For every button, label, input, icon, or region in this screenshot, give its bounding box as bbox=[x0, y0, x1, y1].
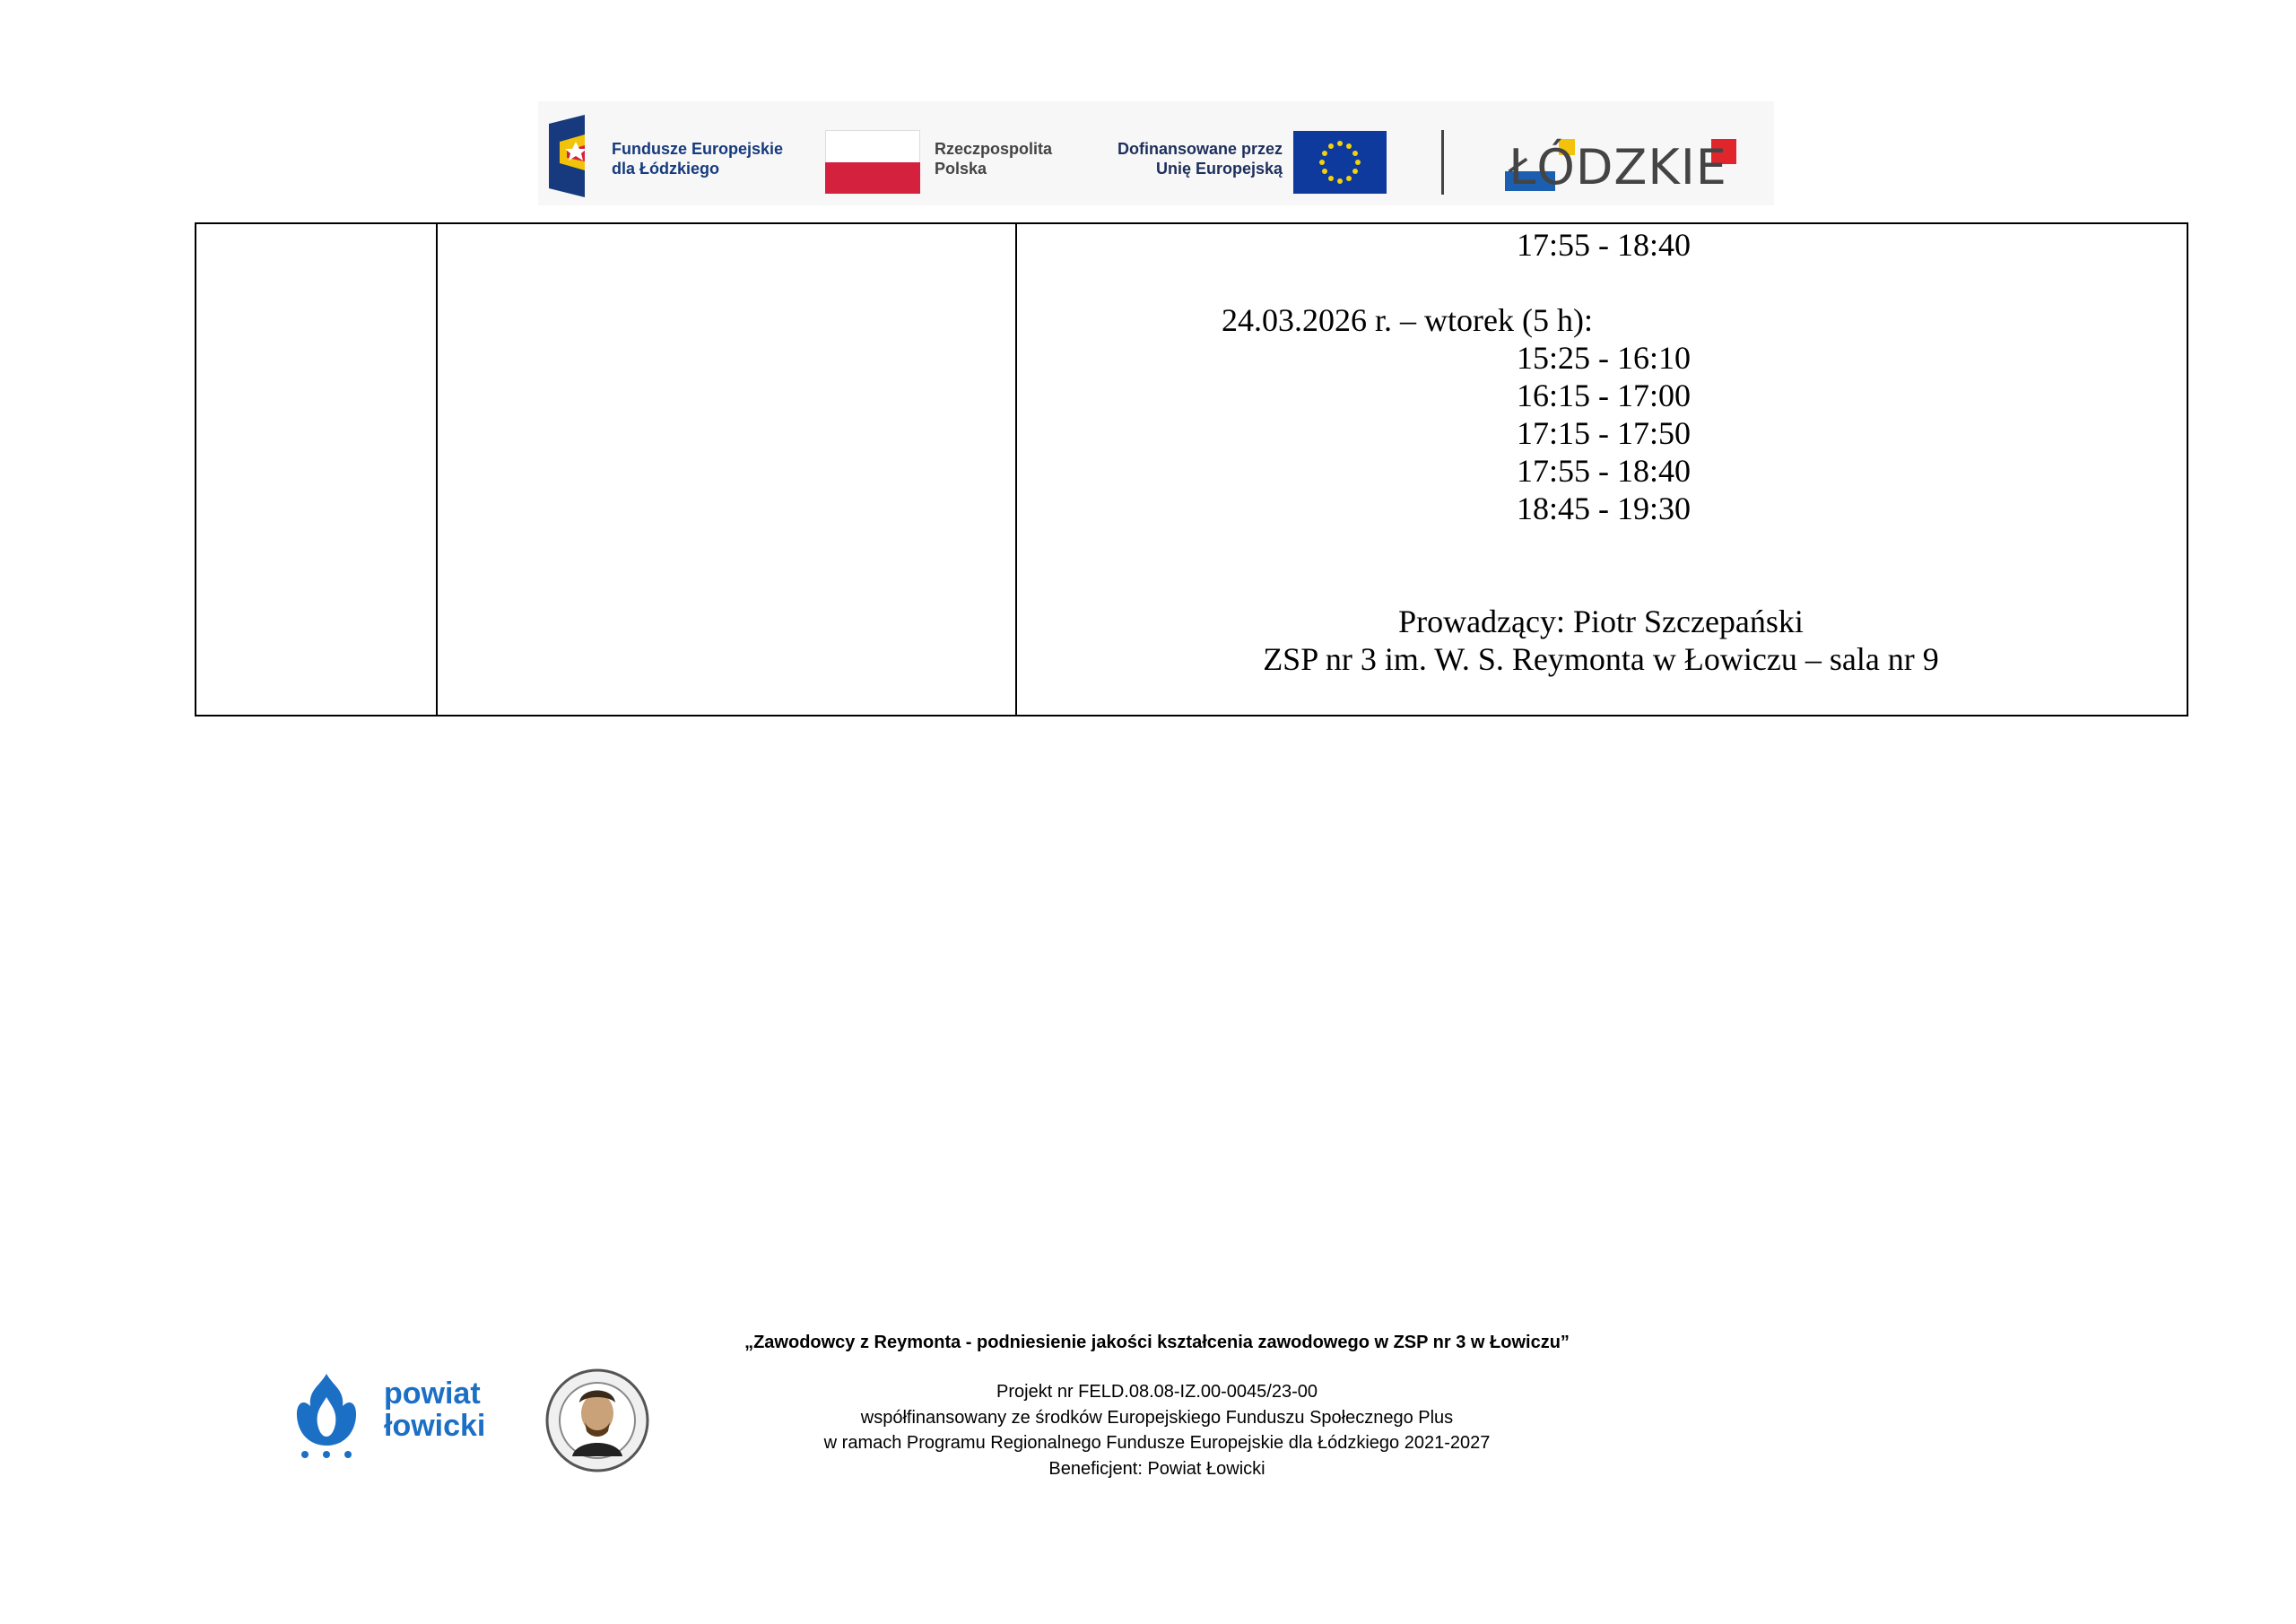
fundusze-europejskie-logo bbox=[549, 115, 596, 197]
rzeczpospolita-polska-text: Rzeczpospolita Polska bbox=[935, 140, 1053, 178]
time-slot: 15:25 - 16:10 bbox=[1517, 340, 1691, 376]
polish-flag bbox=[825, 130, 920, 193]
fundusze-europejskie-text: Fundusze Europejskie dla Łódzkiego bbox=[612, 140, 784, 178]
project-number: Projekt nr FELD.08.08-IZ.00-0045/23-00 bbox=[996, 1382, 1318, 1402]
logo-separator bbox=[1441, 130, 1444, 195]
eu-flag bbox=[1293, 131, 1387, 194]
dofinansowane-ue-text: Dofinansowane przez Unię Europejską bbox=[1117, 140, 1283, 178]
project-title: „Zawodowcy z Reymonta - podniesienie jakości kształcenia zawodowego w ZSP nr 3 w Łowiczu” bbox=[744, 1333, 1570, 1352]
time-slot: 16:15 - 17:00 bbox=[1517, 378, 1691, 413]
lodzkie-logo: ŁÓDZKIE bbox=[1505, 137, 1743, 191]
funding-logo-strip bbox=[538, 101, 1774, 205]
day-heading: 24.03.2026 r. – wtorek (5 h): bbox=[1222, 302, 1593, 338]
time-slot: 18:45 - 19:30 bbox=[1517, 491, 1691, 526]
time-slot: 17:15 - 17:50 bbox=[1517, 415, 1691, 451]
program-line: w ramach Programu Regionalnego Fundusze Europejskie dla Łódzkiego 2021-2027 bbox=[823, 1433, 1491, 1453]
instructor-line: Prowadzący: Piotr Szczepański bbox=[1398, 604, 1804, 639]
powiat-lowicki-logo bbox=[292, 1370, 361, 1460]
schedule-table bbox=[195, 222, 2188, 716]
time-slot: 17:55 - 18:40 bbox=[1517, 227, 1691, 263]
powiat-lowicki-text: powiat łowicki bbox=[384, 1376, 486, 1443]
column-divider bbox=[436, 224, 438, 715]
beneficiary-line: Beneficjent: Powiat Łowicki bbox=[1048, 1458, 1265, 1479]
location-line: ZSP nr 3 im. W. S. Reymonta w Łowiczu – sala nr 9 bbox=[1263, 641, 1939, 677]
cofinancing-line: współfinansowany ze środków Europejskiego Funduszu Społecznego Plus bbox=[860, 1407, 1454, 1428]
time-slot: 17:55 - 18:40 bbox=[1517, 453, 1691, 489]
project-details bbox=[583, 1379, 1731, 1481]
